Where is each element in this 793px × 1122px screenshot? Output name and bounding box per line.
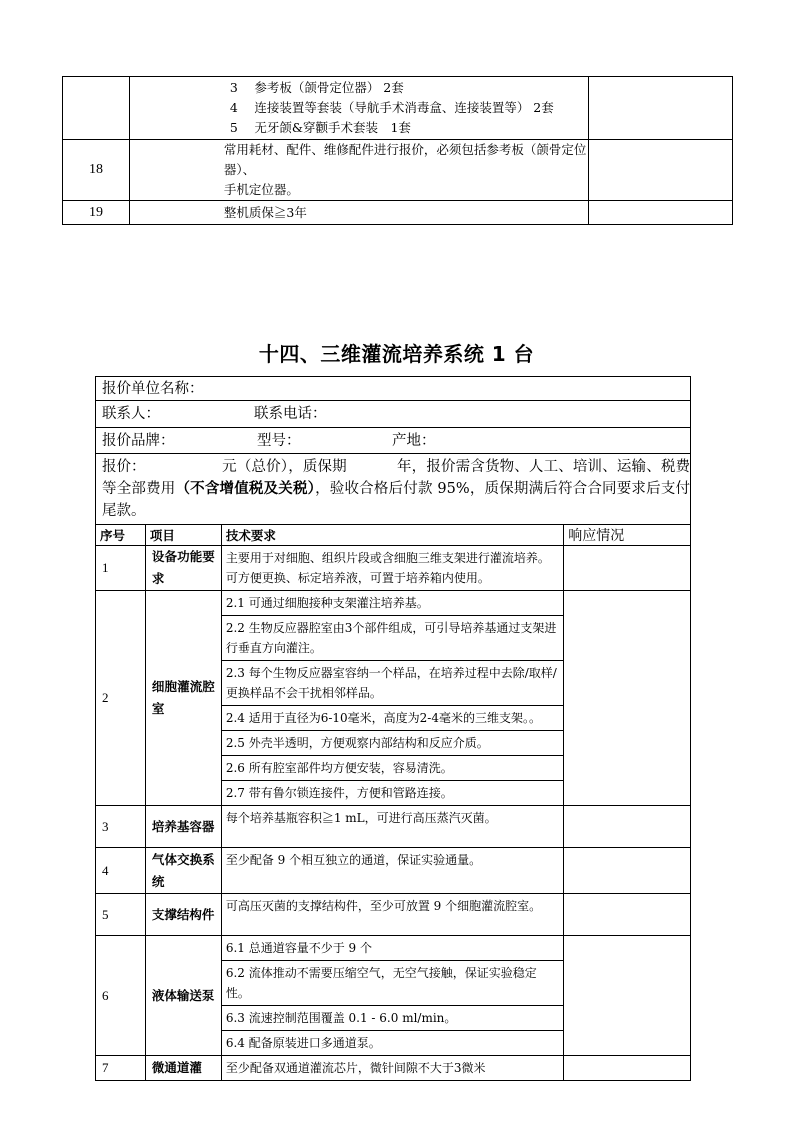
- item-name: 支撑结构件: [145, 894, 221, 936]
- item-seq: 4: [96, 848, 146, 894]
- section-title: 十四、三维灌流培养系统 1 台: [258, 342, 535, 366]
- quote-brand-cell: [96, 428, 691, 454]
- row-number: [63, 77, 130, 140]
- item-req: 可高压灭菌的支撑结构件，至少可放置 9 个细胞灌流腔室。: [221, 894, 563, 936]
- content-line: 手机定位器。: [223, 182, 299, 197]
- item-response: [564, 1056, 691, 1081]
- model-label: 型号：: [257, 432, 301, 449]
- item-req: 6.4 配备原装进口多通道泵。: [221, 1031, 563, 1056]
- quote-unit-label: 报价单位名称：: [96, 377, 691, 401]
- table-row: [96, 806, 691, 848]
- item-req: 2.3 每个生物反应器室容纳一个样品，在培养过程中去除/取样/更换样品不会干扰相邻样品。: [221, 661, 563, 706]
- quote-row-unit: [96, 377, 691, 401]
- col-item: 项目: [145, 525, 221, 546]
- item-response: [564, 848, 691, 894]
- item-req: 2.7 带有鲁尔锁连接件，方便和管路连接。: [221, 781, 563, 806]
- content-line: 5 无牙颌&穿颧手术套装 1套: [229, 120, 411, 135]
- row-content: [129, 77, 588, 140]
- content-line: 3 参考板（颌骨定位器） 2套: [229, 80, 404, 95]
- table-row: [63, 77, 733, 140]
- item-response: [564, 806, 691, 848]
- item-name: 气体交换系统: [145, 848, 221, 894]
- col-seq: 序号: [96, 525, 146, 546]
- item-response: [564, 894, 691, 936]
- item-seq: 6: [96, 936, 146, 1056]
- item-response: [564, 546, 691, 591]
- col-req: 技术要求: [221, 525, 563, 546]
- price-total-text: 元（总价），质保期: [222, 459, 347, 475]
- row-number: 18: [63, 140, 130, 201]
- item-name: 设备功能要求: [145, 546, 221, 591]
- row-content: [129, 201, 588, 225]
- item-req: 2.2 生物反应器腔室由3个部件组成，可引导培养基通过支架进行垂直方向灌注。: [221, 616, 563, 661]
- item-seq: 3: [96, 806, 146, 848]
- quote-row-brand: [96, 428, 691, 454]
- column-header-row: [96, 525, 691, 546]
- item-req: 2.1 可通过细胞接种支架灌注培养基。: [221, 591, 563, 616]
- item-response: [564, 936, 691, 1056]
- item-seq: 7: [96, 1056, 146, 1081]
- quote-contact-cell: [96, 401, 691, 428]
- origin-label: 产地：: [392, 432, 436, 449]
- quote-row-contact: [96, 401, 691, 428]
- table-row: [96, 546, 691, 591]
- table-row: [96, 894, 691, 936]
- content-line: 常用耗材、配件、维修配件进行报价，必须包括参考板（颌骨定位器）、: [223, 142, 587, 177]
- item-name: 培养基容器: [145, 806, 221, 848]
- col-resp: 响应情况: [564, 525, 691, 546]
- row-content: [129, 140, 588, 201]
- content-line: 整机质保≧3年: [223, 204, 307, 220]
- item-req: 2.4 适用于直径为6-10毫米，高度为2-4毫米的三维支架。。: [221, 706, 563, 731]
- item-name: 微通道灌: [145, 1056, 221, 1081]
- brand-label: 报价品牌：: [102, 432, 175, 449]
- item-req: 6.1 总通道容量不少于 9 个: [221, 936, 563, 961]
- item-response: [564, 591, 691, 806]
- table-row: [96, 591, 691, 616]
- item-name: 液体输送泵: [145, 936, 221, 1056]
- row-response: [589, 77, 733, 140]
- item-seq: 2: [96, 591, 146, 806]
- price-label: 报价：: [102, 459, 146, 475]
- item-req: 主要用于对细胞、组织片段或含细胞三维支架进行灌流培养。可方便更换、标定培养液，可置于培养箱内使用。: [221, 546, 563, 591]
- item-req: 至少配备双通道灌流芯片，微针间隙不大于3微米: [221, 1056, 563, 1081]
- phone-label: 联系电话：: [254, 406, 327, 422]
- item-name: 细胞灌流腔室: [145, 591, 221, 806]
- item-req: 2.5 外壳半透明，方便观察内部结构和反应介质。: [221, 731, 563, 756]
- row-response: [589, 201, 733, 225]
- item-req: 至少配备 9 个相互独立的通道，保证实验通量。: [221, 848, 563, 894]
- content-line: 4 连接装置等套装（导航手术消毒盒、连接装置等） 2套: [229, 100, 554, 115]
- item-seq: 5: [96, 894, 146, 936]
- quote-row-price: [96, 454, 691, 525]
- table-row: [63, 140, 733, 201]
- spec-table: [95, 376, 691, 1081]
- top-table: [62, 76, 733, 225]
- item-seq: 1: [96, 546, 146, 591]
- price-text: 年，报价需含货物、人工、培训、运输、税费等全部费用: [102, 459, 691, 497]
- row-number: 19: [63, 201, 130, 225]
- item-req: 2.6 所有腔室部件均方便安装，容易清洗。: [221, 756, 563, 781]
- price-terms: ，验收合格后付款 95%，质保期满后符合合同要求后支付尾款。: [102, 481, 691, 519]
- quote-price-cell: [96, 454, 691, 525]
- item-req: 6.2 流体推动不需要压缩空气，无空气接触，保证实验稳定性。: [221, 961, 563, 1006]
- contact-label: 联系人：: [102, 406, 160, 422]
- table-row: [96, 848, 691, 894]
- price-bold-note: （不含增值税及关税）: [175, 481, 316, 497]
- table-row: [96, 1056, 691, 1081]
- row-response: [589, 140, 733, 201]
- item-req: 6.3 流速控制范围覆盖 0.1 - 6.0 ml/min。: [221, 1006, 563, 1031]
- table-row: [96, 936, 691, 961]
- item-req: 每个培养基瓶容积≧1 mL，可进行高压蒸汽灭菌。: [221, 806, 563, 848]
- table-row: [63, 201, 733, 225]
